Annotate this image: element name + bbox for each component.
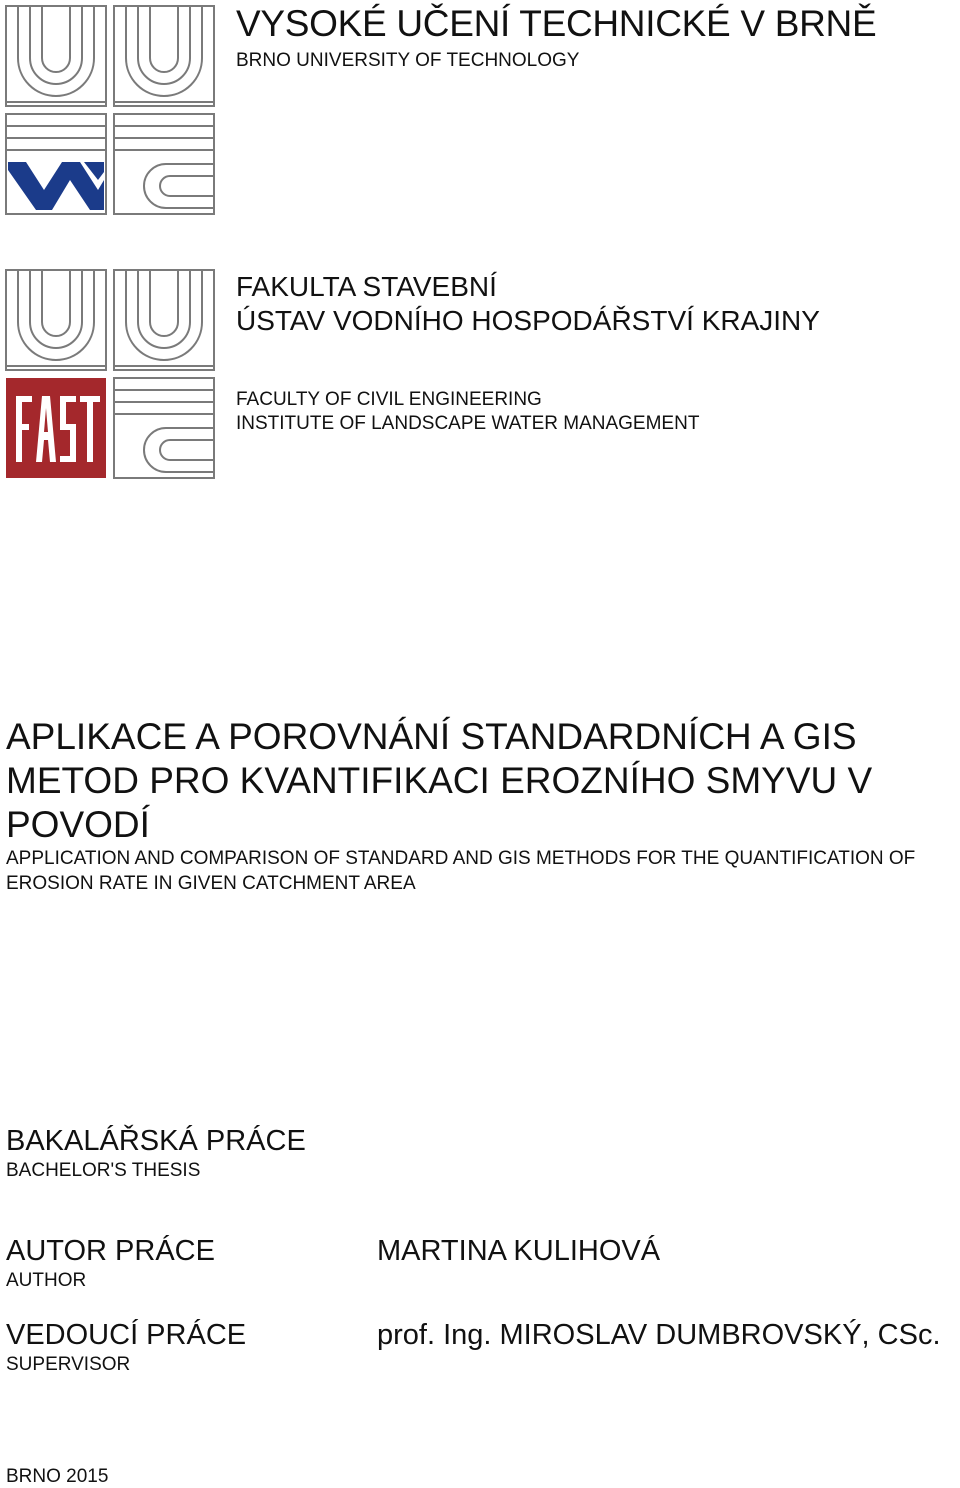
university-name-cs: VYSOKÉ UČENÍ TECHNICKÉ V BRNĚ (236, 3, 877, 44)
author-label-cs: AUTOR PRÁCE (6, 1235, 215, 1267)
thesis-title-en: APPLICATION AND COMPARISON OF STANDARD AND GIS METHODS FOR THE QUANTIFICATION OF EROSION RATE IN GIVEN CATCHMENT AREA (6, 848, 916, 894)
supervisor-name: prof. Ing. MIROSLAV DUMBROVSKÝ, CSc. (377, 1319, 941, 1351)
supervisor-label-en: SUPERVISOR (6, 1354, 131, 1375)
university-name-en: BRNO UNIVERSITY OF TECHNOLOGY (236, 50, 580, 71)
thesis-title-cs: APLIKACE A POROVNÁNÍ STANDARDNÍCH A GIS METOD PRO KVANTIFIKACI EROZNÍHO SMYVU V POVODÍ (6, 716, 873, 845)
thesis-type-cs: BAKALÁŘSKÁ PRÁCE (6, 1125, 306, 1157)
institute-name-en: INSTITUTE OF LANDSCAPE WATER MANAGEMENT (236, 413, 700, 434)
faculty-name-en: FACULTY OF CIVIL ENGINEERING (236, 389, 542, 410)
thesis-type-en: BACHELOR'S THESIS (6, 1160, 201, 1181)
institute-name-cs: ÚSTAV VODNÍHO HOSPODÁŘSTVÍ KRAJINY (236, 305, 820, 336)
vut-logo-icon (4, 4, 216, 216)
author-name: MARTINA KULIHOVÁ (377, 1235, 661, 1267)
author-label-en: AUTHOR (6, 1270, 87, 1291)
fast-logo-icon (4, 268, 216, 480)
supervisor-label-cs: VEDOUCÍ PRÁCE (6, 1319, 247, 1351)
place-year: BRNO 2015 (6, 1466, 109, 1487)
faculty-name-cs: FAKULTA STAVEBNÍ (236, 271, 497, 302)
